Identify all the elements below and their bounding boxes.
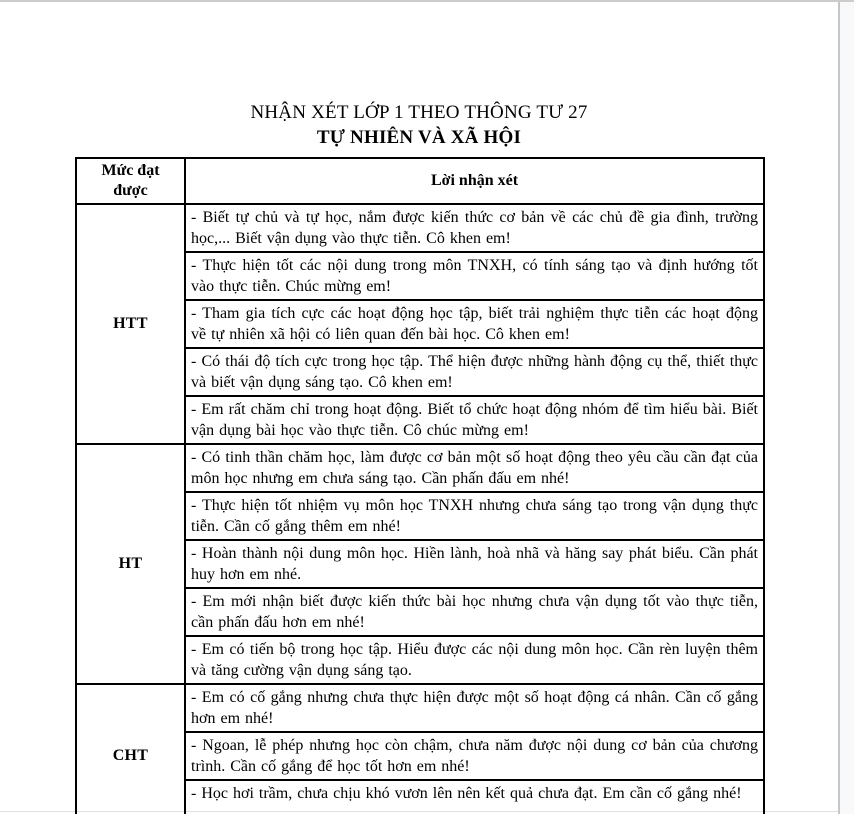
comment-cell: - Có thái độ tích cực trong học tập. Thể hiện được những hành động cụ thể, thiết thực và biết vận dụng sáng tạo. Cô khen em! [185,348,764,396]
comment-cell: - Tham gia tích cực các hoạt động học tập, biết trải nghiệm thực tiễn các hoạt động về tự nhiên xã hội có liên quan đến bài học. Cô khen em! [185,300,764,348]
comment-cell: - Học hơi trầm, chưa chịu khó vươn lên nên kết quả chưa đạt. Em cần cố gắng nhé! [185,780,764,814]
level-label-ht: HT [76,444,185,684]
header-comment-column: Lời nhận xét [185,158,764,204]
table-row [76,684,764,732]
table-row [76,444,764,492]
page-right-edge [838,2,840,814]
document-title: NHẬN XÉT LỚP 1 THEO THÔNG TƯ 27 [250,102,588,123]
comment-cell: - Ngoan, lễ phép nhưng học còn chậm, chưa năm được nội dung cơ bản của chương trình. Cần cố gắng để học tốt hơn em nhé! [185,732,764,780]
table-row [76,204,764,252]
comment-cell: - Em mới nhận biết được kiến thức bài học nhưng chưa vận dụng tốt vào thực tiễn, cần phấn đấu hơn em nhé! [185,588,764,636]
header-level-column: Mức đạt được [76,158,185,204]
comment-cell: - Em có cố gắng nhưng chưa thực hiện được một số hoạt động cá nhân. Cần cố gắng hơn em nhé! [185,684,764,732]
comment-cell: - Thực hiện tốt các nội dung trong môn TNXH, có tính sáng tạo và định hướng tốt vào thực tiễn. Chúc mừng em! [185,252,764,300]
comment-cell: - Em rất chăm chỉ trong hoạt động. Biết tổ chức hoạt động nhóm để tìm hiểu bài. Biết vận dụng bài học vào thực tiễn. Cô chúc mừng em! [185,396,764,444]
document-subtitle: TỰ NHIÊN VÀ XÃ HỘI [316,127,522,148]
level-label-htt: HTT [76,204,185,444]
review-comments-table [75,157,765,814]
comment-cell: - Có tinh thần chăm học, làm được cơ bản một số hoạt động theo yêu cầu cần đạt của môn học nhưng em chưa sáng tạo. Cần phấn đấu em nhé! [185,444,764,492]
comment-cell: - Biết tự chủ và tự học, nắm được kiến thức cơ bản về các chủ đề gia đình, trường học,... Biết vận dụng vào thực tiễn. Cô khen em! [185,204,764,252]
comment-cell: - Hoàn thành nội dung môn học. Hiền lành, hoà nhã và hăng say phát biểu. Cần phát huy hơn em nhé. [185,540,764,588]
comment-cell: - Em có tiến bộ trong học tập. Hiểu được các nội dung môn học. Cần rèn luyện thêm và tăng cường vận dụng sáng tạo. [185,636,764,684]
level-label-cht: CHT [76,684,185,814]
page-right-gutter [840,2,854,814]
comment-cell: - Thực hiện tốt nhiệm vụ môn học TNXH nhưng chưa sáng tạo trong vận dụng thực tiễn. Cần cố gắng thêm em nhé! [185,492,764,540]
table-header-row [76,158,764,204]
